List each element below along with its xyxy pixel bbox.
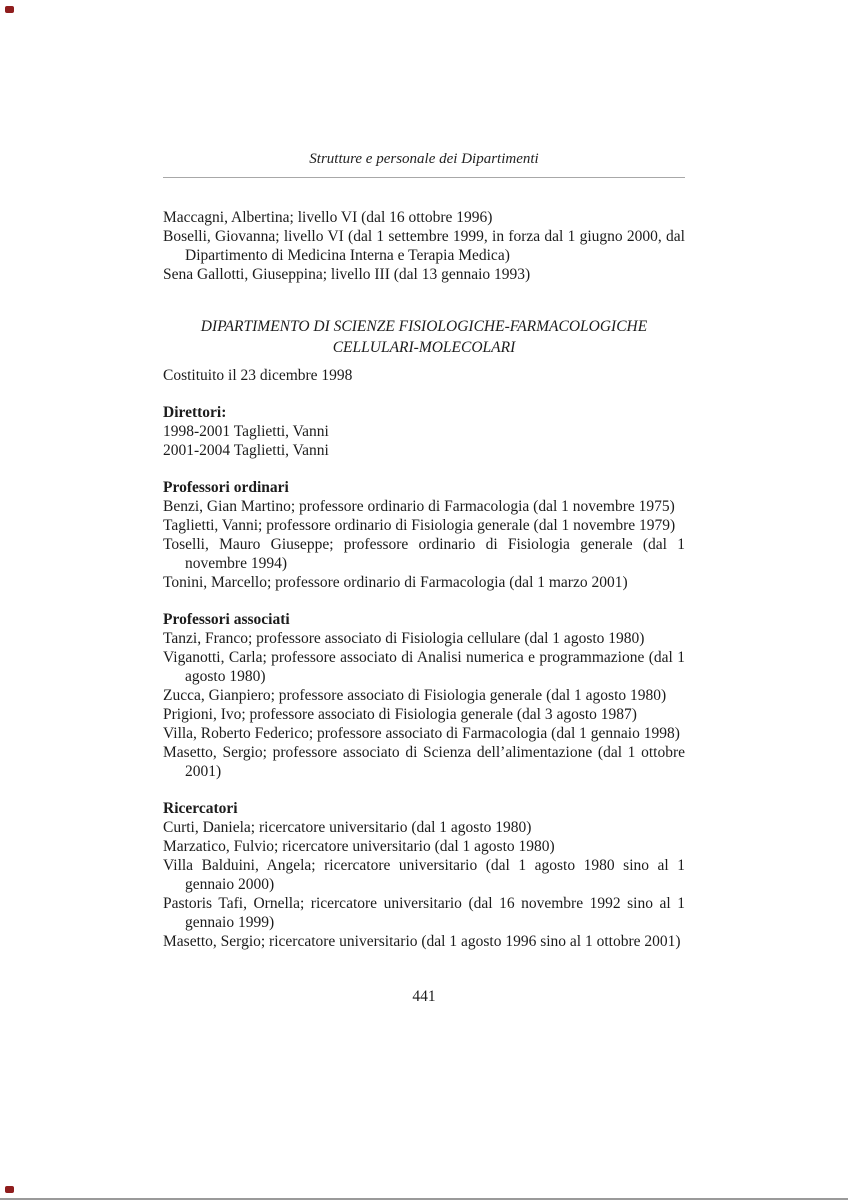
running-header xyxy=(163,150,685,178)
staff-entry: Zucca, Gianpiero; professore associato di Fisiologia generale (dal 1 agosto 1980) xyxy=(163,687,667,704)
header-rule xyxy=(163,177,685,178)
staff-entry: Curti, Daniela; ricercatore universitario (dal 1 agosto 1980) xyxy=(163,819,532,836)
staff-entry: Boselli, Giovanna; livello VI (dal 1 settembre 1999, in forza dal 1 giugno 2000, dal Dipartimento di Medicina Interna e Terapia Medica) xyxy=(163,228,685,264)
department-constituted: Costituito il 23 dicembre 1998 xyxy=(163,367,353,384)
staff-entry: Marzatico, Fulvio; ricercatore universitario (dal 1 agosto 1980) xyxy=(163,838,555,855)
section-heading: Ricercatori xyxy=(163,800,238,817)
department-title-line1: DIPARTIMENTO DI SCIENZE FISIOLOGICHE-FARMACOLOGICHE xyxy=(200,318,648,335)
staff-entry: Prigioni, Ivo; professore associato di Fisiologia generale (dal 3 agosto 1987) xyxy=(163,706,637,723)
staff-entry: Sena Gallotti, Giuseppina; livello III (dal 13 gennaio 1993) xyxy=(163,266,531,283)
section-heading: Direttori: xyxy=(163,404,227,421)
section-heading: Professori ordinari xyxy=(163,479,289,496)
department-title xyxy=(163,316,685,358)
section-ricercatori xyxy=(163,799,685,951)
section-direttori xyxy=(163,403,685,460)
staff-entry: Masetto, Sergio; professore associato di Scienza dell’alimentazione (dal 1 ottobre 2001) xyxy=(163,744,685,780)
section-heading: Professori associati xyxy=(163,611,290,628)
department-title-line2: CELLULARI-MOLECOLARI xyxy=(332,339,516,356)
director-entry: 2001-2004 Taglietti, Vanni xyxy=(163,442,329,459)
staff-entry: Villa Balduini, Angela; ricercatore universitario (dal 1 agosto 1980 sino al 1 gennaio 2000) xyxy=(163,857,685,893)
scan-artifact-bottom-left xyxy=(5,1186,14,1193)
section-professori-ordinari xyxy=(163,478,685,592)
staff-entry: Toselli, Mauro Giuseppe; professore ordinario di Fisiologia generale (dal 1 novembre 1994) xyxy=(163,536,685,572)
previous-department-entries xyxy=(163,208,685,284)
staff-entry: Benzi, Gian Martino; professore ordinario di Farmacologia (dal 1 novembre 1975) xyxy=(163,498,675,515)
staff-entry: Tonini, Marcello; professore ordinario di Farmacologia (dal 1 marzo 2001) xyxy=(163,574,628,591)
running-header-title: Strutture e personale dei Dipartimenti xyxy=(309,151,539,167)
director-entry: 1998-2001 Taglietti, Vanni xyxy=(163,423,329,440)
staff-entry: Tanzi, Franco; professore associato di Fisiologia cellulare (dal 1 agosto 1980) xyxy=(163,630,645,647)
text-column xyxy=(163,0,685,1006)
page-content xyxy=(163,208,685,1006)
staff-entry: Masetto, Sergio; ricercatore universitario (dal 1 agosto 1996 sino al 1 ottobre 2001) xyxy=(163,933,681,950)
page-number: 441 xyxy=(412,988,436,1005)
staff-entry: Villa, Roberto Federico; professore associato di Farmacologia (dal 1 gennaio 1998) xyxy=(163,725,680,742)
staff-entry: Pastoris Tafi, Ornella; ricercatore universitario (dal 16 novembre 1992 sino al 1 gennaio 1999) xyxy=(163,895,685,931)
staff-entry: Taglietti, Vanni; professore ordinario di Fisiologia generale (dal 1 novembre 1979) xyxy=(163,517,676,534)
staff-entry: Maccagni, Albertina; livello VI (dal 16 ottobre 1996) xyxy=(163,209,493,226)
scan-artifact-top-left xyxy=(5,6,14,13)
staff-entry: Viganotti, Carla; professore associato di Analisi numerica e programmazione (dal 1 agosto 1980) xyxy=(163,649,685,685)
section-professori-associati xyxy=(163,610,685,781)
